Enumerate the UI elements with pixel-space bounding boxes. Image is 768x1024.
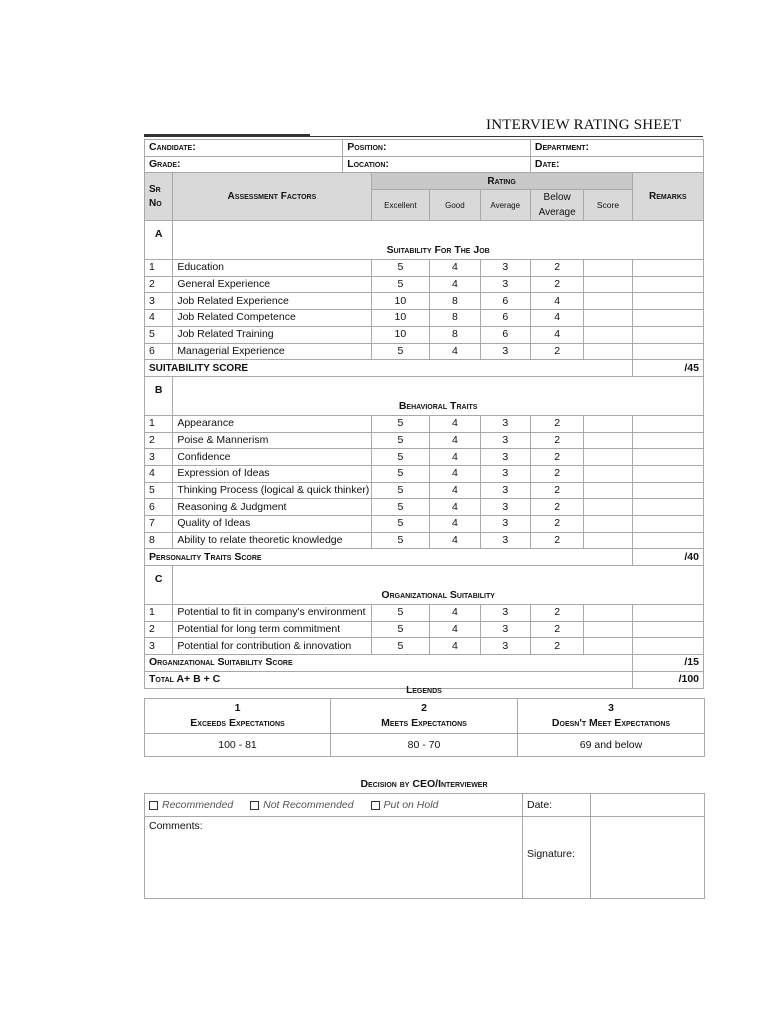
sr-no-header	[145, 173, 173, 221]
rating-value: 4	[430, 638, 480, 655]
legend-number: 2	[421, 702, 427, 714]
table-row	[145, 293, 704, 310]
score-cell[interactable]	[584, 605, 632, 622]
table-row	[145, 605, 704, 622]
remarks-cell[interactable]	[632, 482, 703, 499]
legend-category	[331, 699, 518, 734]
rating-value: 4	[430, 482, 480, 499]
remarks-cell[interactable]	[632, 415, 703, 432]
score-cell[interactable]	[584, 432, 632, 449]
rating-value: 3	[480, 638, 530, 655]
checkbox-icon[interactable]	[250, 801, 259, 810]
rating-value: 3	[480, 532, 530, 549]
remarks-cell[interactable]	[632, 499, 703, 516]
date-value[interactable]	[591, 794, 705, 817]
rating-value: 3	[480, 465, 530, 482]
legend-label: Doesn't Meet Expectations	[551, 717, 671, 729]
department-field[interactable]: Department:	[530, 140, 703, 157]
rating-value: 5	[371, 449, 430, 466]
row-number: 3	[145, 449, 173, 466]
rating-value: 4	[430, 276, 480, 293]
legend-number: 3	[608, 702, 614, 714]
remarks-cell[interactable]	[632, 326, 703, 343]
rating-value: 3	[480, 621, 530, 638]
section-score-label: SUITABILITY SCORE	[145, 360, 633, 377]
remarks-cell[interactable]	[632, 293, 703, 310]
rating-value: 3	[480, 276, 530, 293]
rating-value: 2	[530, 638, 583, 655]
factor-label: Potential for contribution & innovation	[173, 638, 371, 655]
rating-value: 3	[480, 415, 530, 432]
remarks-cell[interactable]	[632, 276, 703, 293]
section-title: Behavioral Traits	[173, 376, 704, 415]
legend-number: 1	[234, 702, 241, 714]
option-put-on-hold[interactable]	[371, 794, 439, 816]
row-number: 1	[145, 260, 173, 277]
row-number: 5	[145, 326, 173, 343]
score-cell[interactable]	[584, 276, 632, 293]
score-cell[interactable]	[584, 465, 632, 482]
rating-value: 3	[480, 605, 530, 622]
rating-value: 10	[371, 293, 430, 310]
table-row	[145, 516, 704, 533]
rating-value: 5	[371, 343, 430, 360]
rating-value: 5	[371, 621, 430, 638]
rating-value: 2	[530, 605, 583, 622]
rating-value: 4	[430, 605, 480, 622]
rating-value: 4	[530, 326, 583, 343]
section-title: Organizational Suitability	[173, 566, 704, 605]
rating-value: 2	[530, 343, 583, 360]
excellent-header: Excellent	[371, 190, 430, 221]
rating-value: 4	[530, 310, 583, 327]
sr-header-text: Sr	[149, 183, 161, 195]
section-score-row	[145, 360, 704, 377]
row-number: 2	[145, 276, 173, 293]
decision-options	[145, 794, 523, 817]
section-score-row	[145, 549, 704, 566]
table-row	[145, 276, 704, 293]
rating-value: 10	[371, 310, 430, 327]
section-header-row	[145, 566, 704, 605]
remarks-header: Remarks	[632, 173, 703, 221]
rating-value: 4	[430, 516, 480, 533]
candidate-field[interactable]: Candidate:	[145, 140, 343, 157]
rating-value: 2	[530, 465, 583, 482]
decision-title: Decision by CEO/Interviewer	[360, 778, 488, 790]
rating-value: 4	[530, 293, 583, 310]
score-cell[interactable]	[584, 621, 632, 638]
rating-value: 5	[371, 482, 430, 499]
average-header: Average	[480, 190, 530, 221]
rating-value: 3	[480, 343, 530, 360]
score-cell[interactable]	[584, 415, 632, 432]
rating-value: 8	[430, 326, 480, 343]
rating-value: 5	[371, 432, 430, 449]
rating-value: 3	[480, 516, 530, 533]
section-score-row	[145, 655, 704, 672]
option-label: Put on Hold	[383, 799, 439, 811]
remarks-cell[interactable]	[632, 621, 703, 638]
total-label: Total A+ B + C	[145, 671, 633, 688]
rating-value: 5	[371, 260, 430, 277]
rating-value: 5	[371, 605, 430, 622]
rating-value: 6	[480, 293, 530, 310]
legend-range: 80 - 70	[331, 734, 518, 757]
table-row	[145, 343, 704, 360]
table-row	[145, 621, 704, 638]
score-cell[interactable]	[584, 482, 632, 499]
legend-range: 100 - 81	[145, 734, 331, 757]
factor-label: Appearance	[173, 415, 371, 432]
decision-table	[144, 793, 705, 899]
position-field[interactable]: Position:	[343, 140, 531, 157]
factor-label: General Experience	[173, 276, 371, 293]
rating-value: 2	[530, 449, 583, 466]
rating-value: 5	[371, 638, 430, 655]
section-score-total: /15	[632, 655, 703, 672]
signature-value[interactable]	[591, 817, 705, 899]
rating-value: 4	[430, 449, 480, 466]
table-row	[145, 326, 704, 343]
legend-range-row	[145, 734, 705, 757]
row-number: 5	[145, 482, 173, 499]
rating-value: 2	[530, 499, 583, 516]
table-row	[145, 638, 704, 655]
grade-field[interactable]: Grade:	[145, 156, 343, 173]
legend-category	[518, 699, 705, 734]
rating-value: 3	[480, 482, 530, 499]
row-number: 3	[145, 293, 173, 310]
average-text: Average	[538, 207, 576, 219]
score-cell[interactable]	[584, 293, 632, 310]
rating-table	[144, 139, 704, 689]
score-cell[interactable]	[584, 532, 632, 549]
section-header-row	[145, 376, 704, 415]
table-row	[145, 532, 704, 549]
section-id: C	[145, 566, 173, 605]
score-cell[interactable]	[584, 310, 632, 327]
rating-value: 2	[530, 516, 583, 533]
rating-value: 8	[430, 293, 480, 310]
rating-value: 2	[530, 621, 583, 638]
date-label: Date:	[523, 794, 591, 817]
signature-label: Signature:	[523, 817, 591, 899]
table-row	[145, 415, 704, 432]
comments-box[interactable]	[145, 817, 523, 899]
legends-title: Legends	[406, 685, 442, 696]
factor-label: Expression of Ideas	[173, 465, 371, 482]
factor-label: Ability to relate theoretic knowledge	[173, 532, 371, 549]
page-title: INTERVIEW RATING SHEET	[486, 117, 682, 133]
table-row	[145, 499, 704, 516]
remarks-cell[interactable]	[632, 432, 703, 449]
score-cell[interactable]	[584, 449, 632, 466]
rating-value: 3	[480, 499, 530, 516]
factor-label: Potential to fit in company's environment	[173, 605, 371, 622]
rating-value: 3	[480, 260, 530, 277]
legend-table	[144, 698, 705, 757]
rating-value: 5	[371, 465, 430, 482]
location-field[interactable]: Location:	[343, 156, 531, 173]
rating-value: 5	[371, 499, 430, 516]
rating-value: 3	[480, 432, 530, 449]
row-number: 3	[145, 638, 173, 655]
row-number: 1	[145, 605, 173, 622]
rating-value: 4	[430, 415, 480, 432]
table-row	[145, 449, 704, 466]
factor-label: Job Related Experience	[173, 293, 371, 310]
remarks-cell[interactable]	[632, 516, 703, 533]
legend-label: Exceeds Expectations	[190, 717, 285, 729]
table-row	[145, 310, 704, 327]
legend-header-row	[145, 699, 705, 734]
no-header-text: No	[149, 197, 162, 209]
section-header-row	[145, 221, 704, 260]
good-header: Good	[430, 190, 480, 221]
rating-value: 5	[371, 415, 430, 432]
checkbox-icon[interactable]	[149, 801, 158, 810]
factor-label: Reasoning & Judgment	[173, 499, 371, 516]
section-score-total: /40	[632, 549, 703, 566]
factor-label: Thinking Process (logical & quick thinker)	[173, 482, 371, 499]
legend-range: 69 and below	[518, 734, 705, 757]
rating-value: 2	[530, 482, 583, 499]
factor-label: Job Related Training	[173, 326, 371, 343]
row-number: 6	[145, 499, 173, 516]
score-cell[interactable]	[584, 260, 632, 277]
rating-value: 4	[430, 465, 480, 482]
table-row	[145, 482, 704, 499]
checkbox-icon[interactable]	[371, 801, 380, 810]
comments-label: Comments:	[149, 820, 203, 832]
section-score-total: /45	[632, 360, 703, 377]
section-score-label: Personality Traits Score	[145, 549, 633, 566]
score-header: Score	[584, 190, 632, 221]
below-text: Below	[543, 192, 571, 204]
section-score-label: Organizational Suitability Score	[145, 655, 633, 672]
rating-value: 6	[480, 326, 530, 343]
rating-value: 2	[530, 276, 583, 293]
row-number: 1	[145, 415, 173, 432]
remarks-cell[interactable]	[632, 449, 703, 466]
factor-label: Quality of Ideas	[173, 516, 371, 533]
total-value: /100	[632, 671, 703, 688]
section-id: A	[145, 221, 173, 260]
remarks-cell[interactable]	[632, 605, 703, 622]
table-row	[145, 432, 704, 449]
score-cell[interactable]	[584, 638, 632, 655]
option-not-recommended[interactable]	[250, 794, 353, 816]
below-average-header	[530, 190, 583, 221]
remarks-cell[interactable]	[632, 465, 703, 482]
rating-value: 4	[430, 343, 480, 360]
rating-header: Rating	[371, 173, 632, 190]
rating-value: 5	[371, 516, 430, 533]
row-number: 4	[145, 465, 173, 482]
assessment-factors-header: Assessment Factors	[173, 173, 371, 221]
date-field[interactable]: Date:	[530, 156, 703, 173]
rating-value: 10	[371, 326, 430, 343]
section-id: B	[145, 376, 173, 415]
rating-value: 2	[530, 415, 583, 432]
score-cell[interactable]	[584, 499, 632, 516]
remarks-cell[interactable]	[632, 638, 703, 655]
score-cell[interactable]	[584, 343, 632, 360]
rating-value: 2	[530, 532, 583, 549]
factor-label: Managerial Experience	[173, 343, 371, 360]
remarks-cell[interactable]	[632, 532, 703, 549]
rating-value: 4	[430, 499, 480, 516]
remarks-cell[interactable]	[632, 343, 703, 360]
rating-value: 3	[480, 449, 530, 466]
row-number: 7	[145, 516, 173, 533]
legend-label: Meets Expectations	[381, 717, 467, 729]
section-title: Suitability For The Job	[173, 221, 704, 260]
option-recommended[interactable]	[149, 794, 233, 816]
rating-value: 2	[530, 260, 583, 277]
table-row	[145, 465, 704, 482]
rating-value: 6	[480, 310, 530, 327]
option-label: Recommended	[162, 799, 234, 811]
row-number: 2	[145, 621, 173, 638]
factor-label: Poise & Mannerism	[173, 432, 371, 449]
rating-value: 4	[430, 260, 480, 277]
title-rule-accent	[144, 134, 310, 137]
table-row	[145, 260, 704, 277]
rating-value: 4	[430, 621, 480, 638]
rating-value: 4	[430, 532, 480, 549]
remarks-cell[interactable]	[632, 310, 703, 327]
rating-value: 5	[371, 276, 430, 293]
rating-value: 8	[430, 310, 480, 327]
row-number: 2	[145, 432, 173, 449]
factor-label: Confidence	[173, 449, 371, 466]
row-number: 6	[145, 343, 173, 360]
factor-label: Job Related Competence	[173, 310, 371, 327]
remarks-cell[interactable]	[632, 260, 703, 277]
score-cell[interactable]	[584, 326, 632, 343]
legend-category	[145, 699, 331, 734]
factor-label: Education	[173, 260, 371, 277]
rating-value: 2	[530, 432, 583, 449]
score-cell[interactable]	[584, 516, 632, 533]
option-label: Not Recommended	[263, 799, 354, 811]
rating-value: 4	[430, 432, 480, 449]
row-number: 4	[145, 310, 173, 327]
factor-label: Potential for long term commitment	[173, 621, 371, 638]
rating-value: 5	[371, 532, 430, 549]
row-number: 8	[145, 532, 173, 549]
